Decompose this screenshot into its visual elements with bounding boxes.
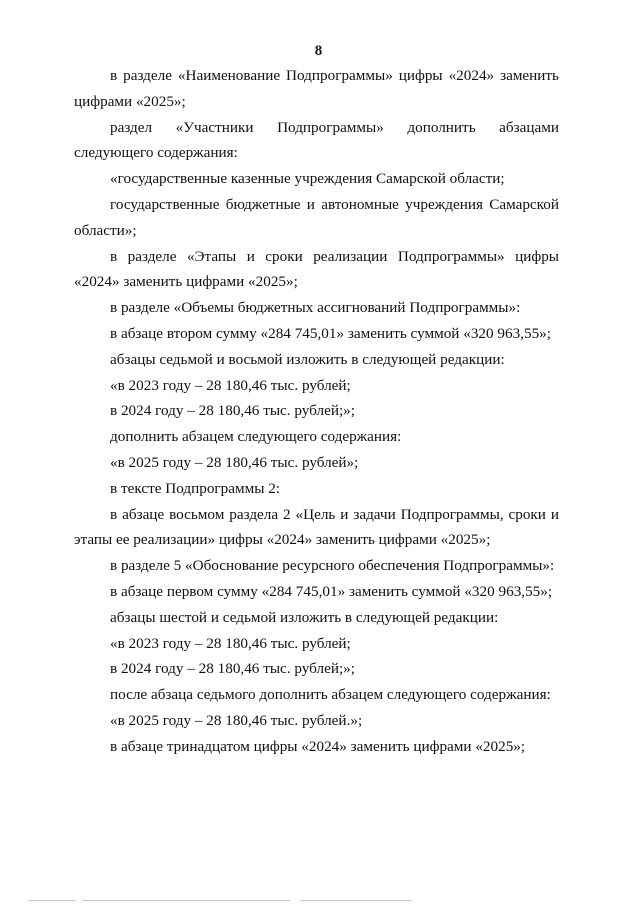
scan-edge-line <box>82 900 290 901</box>
paragraph-8: абзацы седьмой и восьмой изложить в следующей редакции: <box>110 350 505 368</box>
paragraph-6: в разделе «Объемы бюджетных ассигнований Подпрограммы»: <box>110 299 521 317</box>
paragraph-12: «в 2025 году – 28 180,46 тыс. рублей»; <box>110 453 359 471</box>
paragraph-13: в тексте Подпрограммы 2: <box>110 479 281 497</box>
paragraph-15: в разделе 5 «Обоснование ресурсного обеспечения Подпрограммы»: <box>110 557 555 575</box>
scan-edge-line <box>28 900 76 901</box>
paragraph-22: в абзаце тринадцатом цифры «2024» заменить цифрами «2025»; <box>110 737 526 755</box>
paragraph-20: после абзаца седьмого дополнить абзацем следующего содержания: <box>110 686 551 704</box>
paragraph-1: в разделе «Наименование Подпрограммы» цифры «2024» заменить цифрами «2025»; <box>74 67 559 110</box>
paragraph-4: государственные бюджетные и автономные учреждения Самарской области»; <box>74 195 559 239</box>
paragraph-3: «государственные казенные учреждения Самарской области; <box>110 170 505 188</box>
paragraph-5: в разделе «Этапы и сроки реализации Подпрограммы» цифры «2024» заменить цифрами «2025»; <box>74 247 559 291</box>
paragraph-18: «в 2023 году – 28 180,46 тыс. рублей; <box>110 634 351 652</box>
paragraph-21: «в 2025 году – 28 180,46 тыс. рублей.»; <box>110 711 363 729</box>
paragraph-16: в абзаце первом сумму «284 745,01» заменить суммой «320 963,55»; <box>110 582 553 600</box>
document-body <box>74 63 559 760</box>
paragraph-11: дополнить абзацем следующего содержания: <box>110 428 402 446</box>
paragraph-2: раздел «Участники Подпрограммы» дополнить абзацами следующего содержания: <box>74 118 559 162</box>
paragraph-14: в абзаце восьмом раздела 2 «Цель и задачи Подпрограммы, сроки и этапы ее реализации» цифры «2024» заменить цифрами «2025»; <box>74 505 559 549</box>
paragraph-10: в 2024 году – 28 180,46 тыс. рублей;»; <box>110 402 355 420</box>
scan-edge-line <box>300 900 412 901</box>
page-number: 8 <box>314 43 323 59</box>
paragraph-9: «в 2023 году – 28 180,46 тыс. рублей; <box>110 376 351 394</box>
paragraph-7: в абзаце втором сумму «284 745,01» заменить суммой «320 963,55»; <box>110 324 551 342</box>
paragraph-19: в 2024 году – 28 180,46 тыс. рублей;»; <box>110 660 355 678</box>
paragraph-17: абзацы шестой и седьмой изложить в следующей редакции: <box>110 608 499 626</box>
